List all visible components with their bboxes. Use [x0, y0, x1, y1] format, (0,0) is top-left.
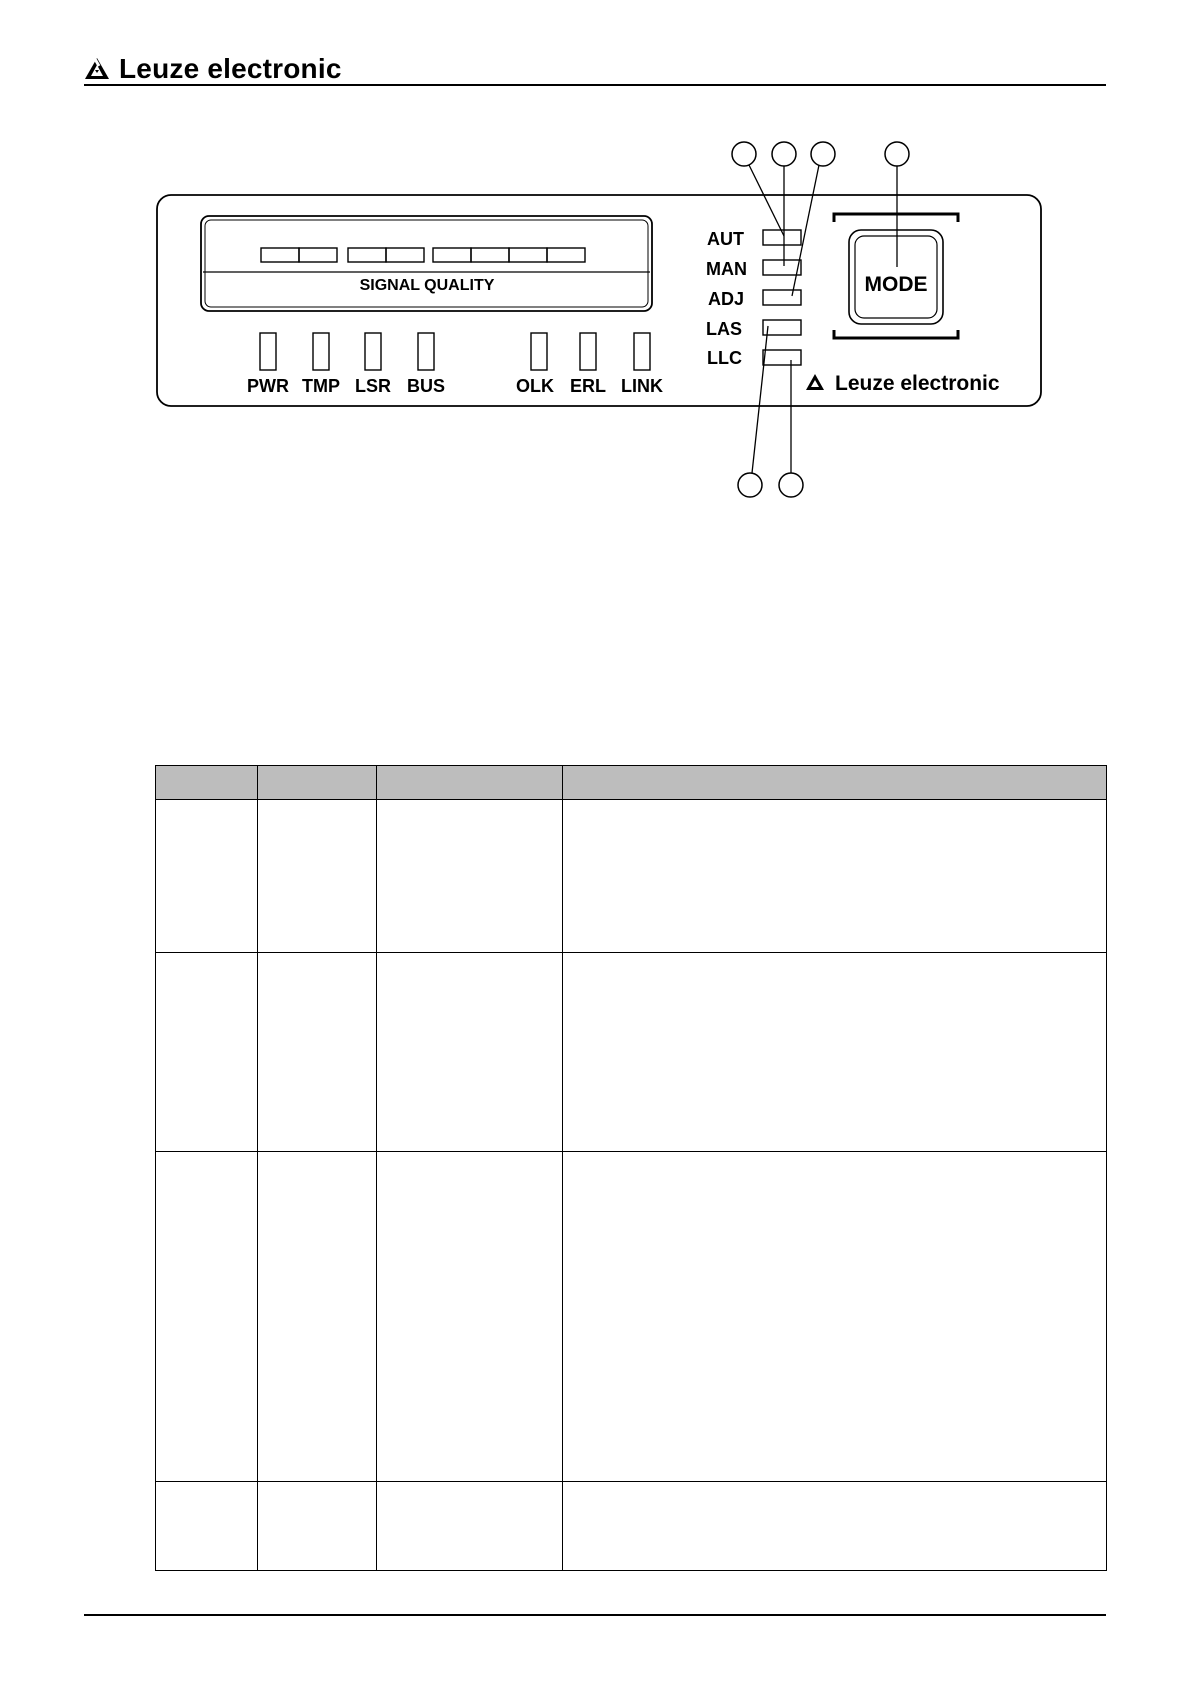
led-link: [634, 333, 650, 370]
table-row: [156, 1152, 1107, 1482]
mode-led-label-las: LAS: [706, 319, 742, 339]
callout-1: [732, 142, 756, 166]
panel-leuze-logo-icon: [806, 374, 824, 390]
table-header-cell: [156, 766, 258, 800]
table-header-cell: [563, 766, 1107, 800]
signal-bar-2: [299, 248, 337, 262]
led-bus: [418, 333, 434, 370]
led-las: [763, 320, 801, 335]
led-tmp: [313, 333, 329, 370]
table-cell: [377, 1482, 563, 1571]
panel-brand: [806, 372, 1000, 395]
table-header-cell: [258, 766, 377, 800]
table-cell: [563, 1482, 1107, 1571]
signal-bar-5: [433, 248, 471, 262]
signal-bar-1: [261, 248, 299, 262]
leuze-logo-icon: [84, 56, 110, 82]
signal-bar-3: [348, 248, 386, 262]
led-label-tmp: TMP: [302, 376, 340, 396]
table-cell: [258, 800, 377, 953]
description-table: [155, 765, 1107, 1571]
header-rule: [84, 84, 1106, 86]
callout-5: [738, 473, 762, 497]
footer-rule: [84, 1614, 1106, 1616]
signal-quality-label: SIGNAL QUALITY: [359, 277, 495, 294]
table-row: [156, 800, 1107, 953]
table-header-row: [156, 766, 1107, 800]
led-label-bus: BUS: [406, 376, 446, 396]
table-cell: [156, 1482, 258, 1571]
led-label-erl: ERL: [570, 376, 606, 396]
signal-bar-7: [509, 248, 547, 262]
led-adj: [763, 290, 801, 305]
mode-led-label-man: MAN: [706, 259, 747, 279]
table-row: [156, 1482, 1107, 1571]
front-panel-figure: [0, 130, 1192, 510]
table-cell: [563, 953, 1107, 1152]
mode-button-label: MODE: [864, 273, 928, 296]
signal-bar-8: [547, 248, 585, 262]
led-man: [763, 260, 801, 275]
led-label-link: LINK: [621, 376, 663, 396]
table-cell: [258, 1152, 377, 1482]
mode-led-label-adj: ADJ: [707, 289, 744, 309]
signal-quality-display: [201, 216, 652, 311]
table-cell: [563, 1152, 1107, 1482]
table-row: [156, 953, 1107, 1152]
mode-led-label-llc: LLC: [707, 348, 742, 368]
table-cell: [156, 953, 258, 1152]
led-pwr: [260, 333, 276, 370]
table-cell: [377, 800, 563, 953]
signal-bar-4: [386, 248, 424, 262]
callout-4: [885, 142, 909, 166]
led-olk: [531, 333, 547, 370]
led-erl: [580, 333, 596, 370]
table-cell: [156, 1152, 258, 1482]
table-cell: [258, 953, 377, 1152]
mode-button: [834, 214, 958, 338]
table-cell: [377, 1152, 563, 1482]
table-cell: [563, 800, 1107, 953]
led-label-olk: OLK: [516, 376, 554, 396]
led-label-pwr: PWR: [247, 376, 289, 396]
header-logo: [84, 52, 342, 86]
header-brand: Leuze electronic: [119, 53, 342, 84]
table-header-cell: [377, 766, 563, 800]
callout-2: [772, 142, 796, 166]
led-lsr: [365, 333, 381, 370]
panel-brand-text: Leuze electronic: [835, 372, 1000, 395]
callout-3: [811, 142, 835, 166]
signal-bar-6: [471, 248, 509, 262]
led-llc: [763, 350, 801, 365]
mode-led-label-aut: AUT: [707, 229, 744, 249]
table-cell: [377, 953, 563, 1152]
led-label-lsr: LSR: [355, 376, 391, 396]
callout-6: [779, 473, 803, 497]
table-cell: [156, 800, 258, 953]
table-cell: [258, 1482, 377, 1571]
